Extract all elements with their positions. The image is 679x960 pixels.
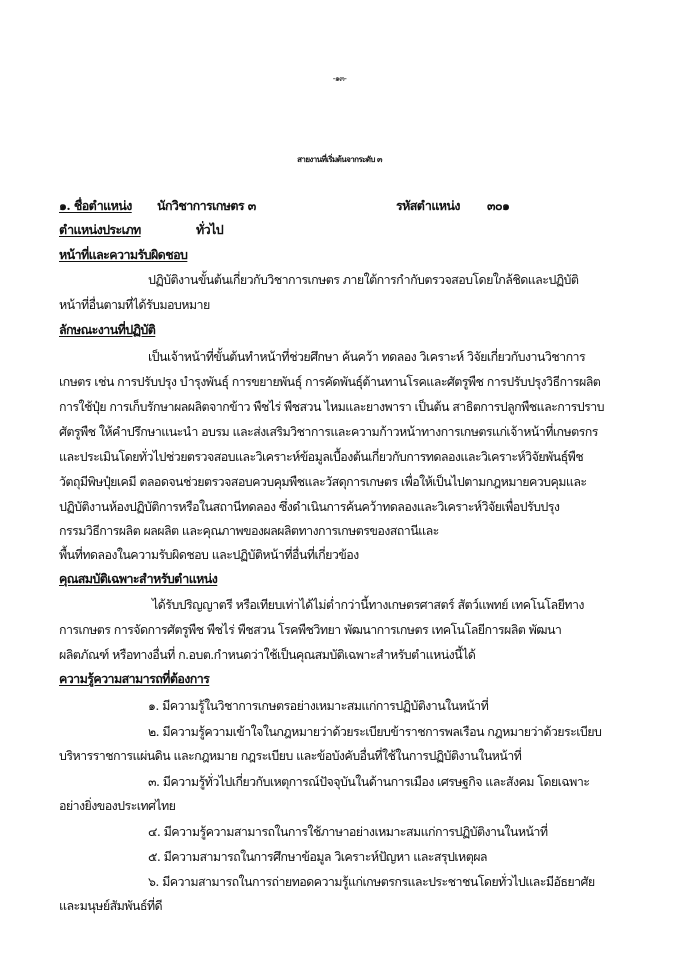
position-name-value: นักวิชาการเกษตร ๓	[157, 198, 256, 213]
characteristics-line: เกษตร เช่น การปรับปรุง บำรุงพันธุ์ การขยายพันธุ์ การคัดพันธุ์ต้านทานโรคและศัตรูพืช การปรับปรุงวิธีการผลิต	[59, 374, 601, 389]
knowledge-item: ๔. มีความรู้ความสามารถในการใช้ภาษาอย่างเหมาะสมแก่การปฏิบัติงานในหน้าที่	[148, 824, 548, 839]
characteristics-line: วัตถุมีพิษปุ๋ยเคมี ตลอดจนช่วยตรวจสอบควบคุมพืชและวัสดุการเกษตร เพื่อให้เป็นไปตามกฎหมายควบคุมและ	[59, 474, 587, 489]
page-number: -๑๓-	[332, 74, 347, 83]
position-code-label: รหัสตำแหน่ง	[396, 198, 460, 213]
knowledge-item: ๓. มีความรู้ทั่วไปเกี่ยวกับเหตุการณ์ปัจจุบันในด้านการเมือง เศรษฐกิจ และสังคม โดยเฉพาะ	[148, 774, 590, 789]
position-type-value: ทั่วไป	[196, 222, 224, 237]
duties-heading: หน้าที่และความรับผิดชอบ	[59, 247, 188, 262]
characteristics-line: ศัตรูพืช ให้คำปรึกษาแนะนำ อบรม และส่งเสริมวิชาการและความก้าวหน้าทางการเกษตรแก่เจ้าหน้าที่เกษตรกร	[59, 424, 598, 439]
qualifications-heading: คุณสมบัติเฉพาะสำหรับตำแหน่ง	[59, 571, 218, 586]
knowledge-item: ๖. มีความสามารถในการถ่ายทอดความรู้แก่เกษตรกรและประชาชนโดยทั่วไปและมีอัธยาศัย	[148, 874, 595, 889]
knowledge-item-continued: อย่างยิ่งของประเทศไทย	[59, 798, 176, 813]
duties-line: หน้าที่อื่นตามที่ได้รับมอบหมาย	[59, 297, 210, 312]
document-title: สายงานที่เริ่มต้นจากระดับ ๓	[297, 154, 382, 164]
duties-line: ปฏิบัติงานขั้นต้นเกี่ยวกับวิชาการเกษตร ภายใต้การกำกับตรวจสอบโดยใกล้ชิดและปฏิบัติ	[148, 272, 579, 287]
knowledge-item-continued: และมนุษย์สัมพันธ์ที่ดี	[59, 898, 163, 913]
qualifications-line: ได้รับปริญญาตรี หรือเทียบเท่าได้ไม่ต่ำกว่านี้ทางเกษตรศาสตร์ สัตว์แพทย์ เทคโนโลยีทาง	[152, 597, 584, 612]
knowledge-item: ๒. มีความรู้ความเข้าใจในกฎหมายว่าด้วยระเบียบข้าราชการพลเรือน กฎหมายว่าด้วยระเบียบ	[148, 724, 602, 739]
characteristics-line: เป็นเจ้าหน้าที่ขั้นต้นทำหน้าที่ช่วยศึกษา ค้นคว้า ทดลอง วิเคราะห์ วิจัยเกี่ยวกับงานวิชาการ	[148, 349, 586, 364]
characteristics-line: และประเมินโดยทั่วไปช่วยตรวจสอบและวิเคราะห์ข้อมูลเบื้องต้นเกี่ยวกับการทดลองและวิเคราะห์วิจัยพันธุ์พืช	[59, 449, 584, 464]
knowledge-heading: ความรู้ความสามารถที่ต้องการ	[59, 671, 210, 686]
position-name-label: ๑. ชื่อตำแหน่ง	[59, 198, 132, 213]
position-code-value: ๓๐๑	[487, 198, 510, 213]
knowledge-item: ๕. มีความสามารถในการศึกษาข้อมูล วิเคราะห์ปัญหา และสรุปเหตุผล	[148, 849, 487, 864]
qualifications-line: การเกษตร การจัดการศัตรูพืช พืชไร่ พืชสวน โรคพืชวิทยา พัฒนาการเกษตร เทคโนโลยีการผลิต พัฒนา	[59, 622, 562, 637]
characteristics-line: ปฏิบัติงานห้องปฏิบัติการหรือในสถานีทดลอง ซึ่งดำเนินการค้นคว้าทดลองและวิเคราะห์วิจัยเพื่อปรับปรุง	[59, 499, 560, 514]
characteristics-line: การใช้ปุ๋ย การเก็บรักษาผลผลิตจากข้าว พืชไร่ พืชสวน ไหมและยางพารา เป็นต้น สาธิตการปลูกพืชและการปราบ	[59, 399, 604, 414]
qualifications-line: ผลิตภัณฑ์ หรือทางอื่นที่ ก.อบต.กำหนดว่าใช้เป็นคุณสมบัติเฉพาะสำหรับตำแหน่งนี้ได้	[59, 647, 476, 662]
characteristics-line: กรรมวิธีการผลิต ผลผลิต และคุณภาพของผลผลิตทางการเกษตรของสถานีและ	[59, 523, 439, 538]
position-type-label: ตำแหน่งประเภท	[59, 222, 141, 237]
characteristics-heading: ลักษณะงานที่ปฏิบัติ	[59, 322, 156, 337]
characteristics-line: พื้นที่ทดลองในความรับผิดชอบ และปฏิบัติหน้าที่อื่นที่เกี่ยวข้อง	[59, 547, 359, 562]
knowledge-item: ๑. มีความรู้ในวิชาการเกษตรอย่างเหมาะสมแก่การปฏิบัติงานในหน้าที่	[148, 698, 489, 713]
knowledge-item-continued: บริหารราชการแผ่นดิน และกฎหมาย กฎระเบียบ และข้อบังคับอื่นที่ใช้ในการปฏิบัติงานในหน้าที่	[59, 748, 522, 763]
